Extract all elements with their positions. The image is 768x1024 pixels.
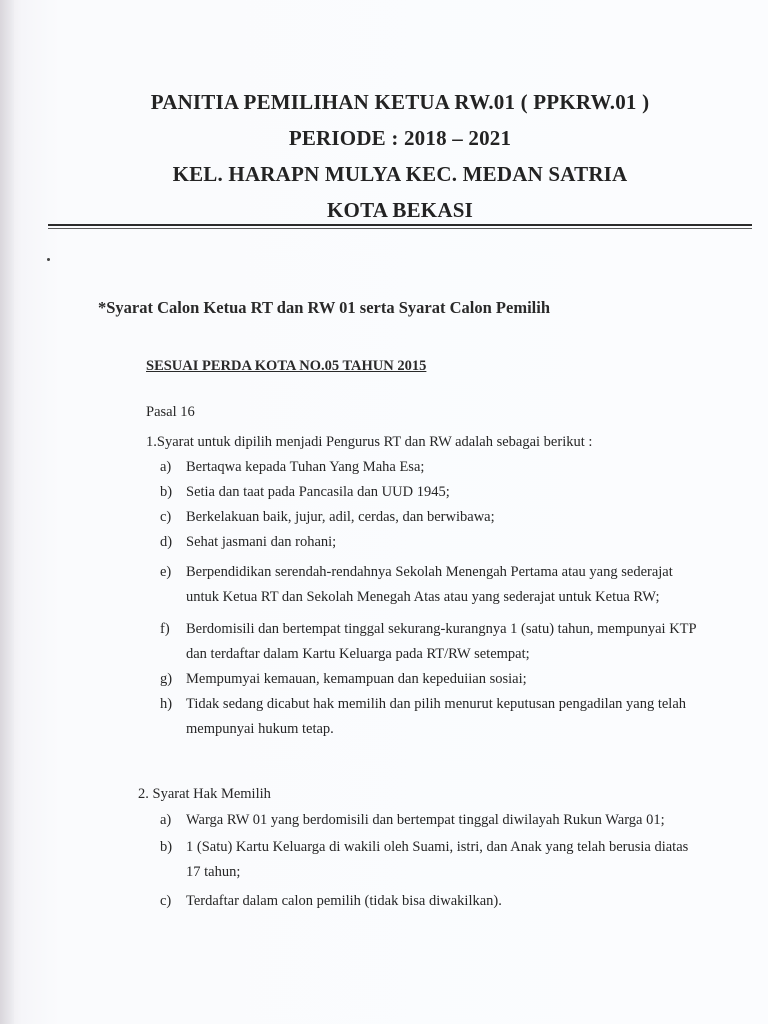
header-divider-thick bbox=[48, 224, 752, 226]
ink-dot bbox=[47, 258, 50, 261]
list-marker: g) bbox=[160, 671, 173, 687]
list-item-text: Berdomisili dan bertempat tinggal sekurang-kurangnya 1 (satu) tahun, mempunyai KTP dan terdaftar dalam Kartu Keluarga pada RT/RW setempat; bbox=[186, 621, 697, 662]
list-marker: a) bbox=[160, 459, 172, 475]
list-item bbox=[146, 455, 706, 480]
page-left-edge bbox=[0, 0, 14, 1024]
list-item bbox=[146, 835, 706, 885]
list-marker: e) bbox=[160, 564, 172, 580]
list-item-text: Bertaqwa kepada Tuhan Yang Maha Esa; bbox=[186, 459, 425, 475]
list-item bbox=[146, 667, 706, 692]
list-marker: d) bbox=[160, 534, 173, 550]
list-marker: f) bbox=[160, 621, 170, 637]
list-item bbox=[146, 530, 706, 555]
letterhead-line-1: PANITIA PEMILIHAN KETUA RW.01 ( PPKRW.01 ) bbox=[150, 90, 650, 114]
list-marker: c) bbox=[160, 893, 172, 909]
list-marker: a) bbox=[160, 812, 172, 828]
list-item-text: Warga RW 01 yang berdomisili dan bertempat tinggal diwilayah Rukun Warga 01; bbox=[186, 812, 665, 828]
list-item bbox=[146, 808, 706, 833]
list-item-text: Berkelakuan baik, jujur, adil, cerdas, dan berwibawa; bbox=[186, 509, 495, 525]
letterhead-line-3: KEL. HARAPN MULYA KEC. MEDAN SATRIA bbox=[172, 162, 628, 186]
section-2-list bbox=[146, 808, 706, 914]
section-1-title: 1.Syarat untuk dipilih menjadi Pengurus RT dan RW adalah sebagai berikut : bbox=[146, 434, 593, 450]
letterhead-line-2: PERIODE : 2018 – 2021 bbox=[288, 126, 512, 150]
article-label: Pasal 16 bbox=[146, 404, 195, 420]
list-marker: b) bbox=[160, 839, 173, 855]
letterhead bbox=[60, 84, 740, 228]
section-1-list bbox=[146, 455, 706, 742]
list-item-text: Terdaftar dalam calon pemilih (tidak bisa diwakilkan). bbox=[186, 893, 502, 909]
document-heading: *Syarat Calon Ketua RT dan RW 01 serta Syarat Calon Pemilih bbox=[98, 298, 550, 317]
header-divider-thin bbox=[48, 228, 752, 229]
letterhead-line-4: KOTA BEKASI bbox=[327, 198, 473, 222]
list-item-text: Sehat jasmani dan rohani; bbox=[186, 534, 337, 550]
list-marker: c) bbox=[160, 509, 172, 525]
list-item-text: Tidak sedang dicabut hak memilih dan pilih menurut keputusan pengadilan yang telah mempunyai hukum tetap. bbox=[186, 696, 687, 737]
list-item-text: Berpendidikan serendah-rendahnya Sekolah Menengah Pertama atau yang sederajat untuk Ketua RT dan Sekolah Menegah Atas atau yang sederajat untuk Ketua RW; bbox=[186, 564, 673, 605]
list-item bbox=[146, 480, 706, 505]
list-item bbox=[146, 505, 706, 530]
list-item bbox=[146, 560, 706, 610]
list-item bbox=[146, 889, 706, 914]
list-item bbox=[146, 617, 706, 667]
list-marker: b) bbox=[160, 484, 173, 500]
regulation-reference: SESUAI PERDA KOTA NO.05 TAHUN 2015 bbox=[146, 358, 427, 374]
list-marker: h) bbox=[160, 696, 173, 712]
list-item-text: Mempumyai kemauan, kemampuan dan kepeduiian sosiai; bbox=[186, 671, 527, 687]
list-item-text: Setia dan taat pada Pancasila dan UUD 1945; bbox=[186, 484, 450, 500]
list-item bbox=[146, 692, 706, 742]
list-item-text: 1 (Satu) Kartu Keluarga di wakili oleh Suami, istri, dan Anak yang telah berusia diatas 17 tahun; bbox=[186, 839, 689, 880]
section-2-title: 2. Syarat Hak Memilih bbox=[138, 786, 271, 802]
